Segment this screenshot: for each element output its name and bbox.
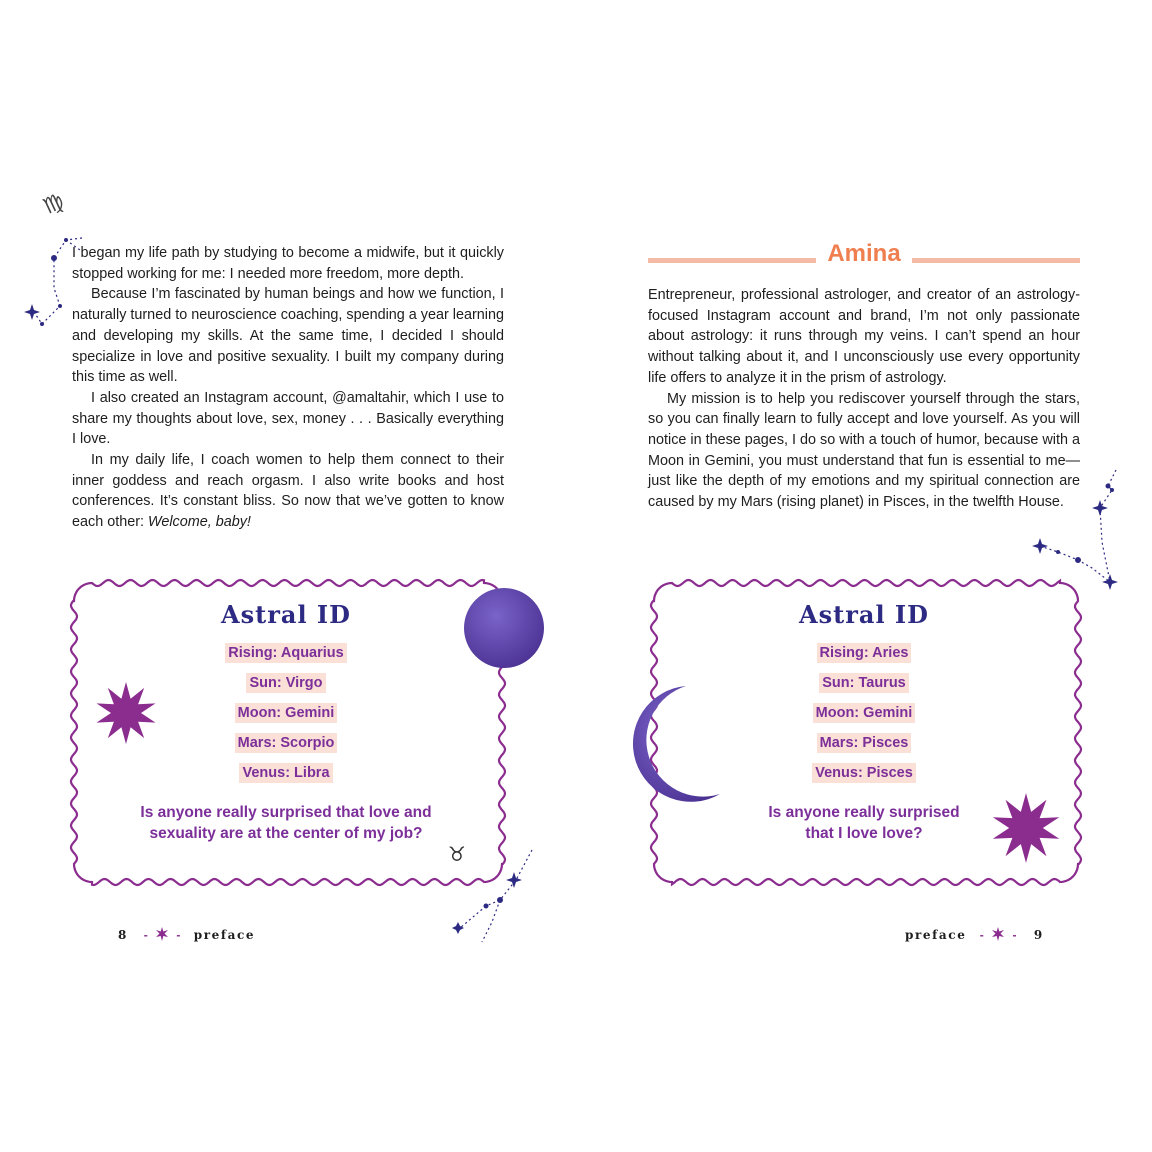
constellation-icon	[446, 846, 540, 946]
paragraph-last	[72, 450, 504, 533]
right-body-text	[648, 285, 1080, 513]
astral-id-card	[90, 600, 482, 844]
astral-id-card	[666, 600, 1062, 844]
section-label: preface	[193, 928, 256, 942]
astral-id-title: Astral ID	[799, 600, 929, 629]
moon-sign: Moon: Gemini	[813, 703, 916, 723]
astral-id-title: Astral ID	[221, 600, 351, 629]
profile-name: Amina	[827, 240, 901, 267]
paragraph: I also created an Instagram account, @amaltahir, which I use to share my thoughts about love, sex, money . . . Basically everything I love.	[72, 389, 504, 448]
heading-rule-right	[912, 258, 1080, 263]
page-number: 9	[1033, 928, 1043, 942]
paragraph-text: In my daily life, I coach women to help them connect to their inner goddess and reach orgasm. I also write books and host conferences. It’s constant bliss. So now that we’ve gotten to know each other:	[72, 452, 504, 531]
footer-dash: -	[979, 928, 984, 942]
mars-sign: Mars: Pisces	[817, 733, 912, 753]
small-star-icon	[155, 927, 169, 941]
paragraph: My mission is to help you rediscover yourself through the stars, so you can finally learn to fully accept and love yourself. As you will notice in these pages, I do so with a touch of humor, because with a Moon in Gemini, you must understand that fun is essential to me—just like the depth of my emotions and my spiritual connection are caused by my Mars (rising planet) in Pisces, in the twelfth House.	[648, 390, 1080, 511]
left-body-text	[72, 243, 504, 533]
right-page	[576, 0, 1152, 1152]
page-footer	[118, 927, 255, 942]
moon-sign: Moon: Gemini	[235, 703, 338, 723]
astral-quip: Is anyone really surprised that love and sexuality are at the center of my job?	[140, 804, 432, 842]
footer-dash: -	[143, 928, 148, 942]
rising-sign: Rising: Aries	[817, 643, 912, 663]
virgo-glyph-icon: ♍	[39, 189, 69, 220]
constellation-icon	[1030, 462, 1122, 592]
footer-dash: -	[176, 928, 181, 942]
paragraph: Because I’m fascinated by human beings and how we function, I naturally turned to neuroscience coaching, spending a year learning and developing my skills. At the same time, I decided I should specialize in love and positive sexuality. I built my company during this time as well.	[72, 286, 505, 386]
footer-dash: -	[1012, 928, 1017, 942]
mars-sign: Mars: Scorpio	[235, 733, 338, 753]
paragraph: Entrepreneur, professional astrologer, and creator of an astrology-focused Instagram account and brand, I’m not only passionate about astrology: it runs through my veins. I can’t spend an hour without talking about it, and I unconsciously use every opportunity life offers to analyze it in the prism of astrology.	[648, 287, 1080, 386]
small-star-icon	[991, 927, 1005, 941]
welcome-italic: Welcome, baby!	[148, 514, 251, 531]
page-footer	[905, 927, 1042, 942]
venus-sign: Venus: Libra	[239, 763, 332, 783]
paragraph: I began my life path by studying to become a midwife, but it quickly stopped working for me: I needed more freedom, more depth.	[72, 245, 504, 282]
taurus-glyph-icon: ♉	[448, 842, 466, 866]
sun-sign: Sun: Taurus	[819, 673, 909, 693]
section-label: preface	[905, 928, 967, 942]
profile-heading	[648, 240, 1080, 274]
page-number: 8	[118, 928, 127, 942]
venus-sign: Venus: Pisces	[812, 763, 916, 783]
astral-quip: Is anyone really surprised that I love love?	[768, 804, 960, 842]
sun-sign: Sun: Virgo	[246, 673, 325, 693]
rising-sign: Rising: Aquarius	[225, 643, 346, 663]
